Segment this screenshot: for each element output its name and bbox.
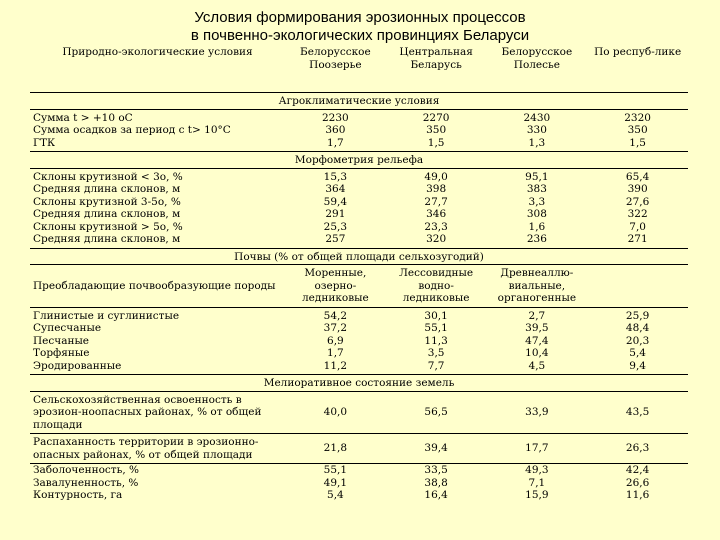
cell-line: 1,5 [427, 136, 445, 149]
cell-line: 23,3 [424, 220, 448, 233]
cell-line: 3,3 [528, 195, 546, 208]
cell-line: 49,1 [323, 476, 348, 489]
cell-line: 1,3 [528, 136, 546, 149]
cell-line: Заболоченность, % [33, 464, 139, 476]
cell-line: 320 [426, 233, 447, 245]
header-col-poozerye: Белорусское Поозерье [285, 43, 386, 93]
cell-line: 26,6 [625, 476, 650, 489]
cell-line: Склоны крутизной < 3о, % [33, 170, 183, 183]
morph-values-polesye [487, 168, 588, 248]
cell-line: Средняя длина склонов, м [33, 208, 181, 220]
header-row [30, 43, 688, 93]
cell-line: 308 [526, 208, 547, 220]
soil-values-central [386, 307, 487, 375]
section-morph: Морфометрия рельефа [30, 152, 688, 169]
cell-line: Контурность, га [33, 489, 123, 501]
melio-last-central [386, 464, 487, 502]
cell-line: 3,5 [427, 347, 445, 359]
block-morph [30, 168, 688, 248]
cell-line: 2230 [322, 111, 349, 124]
cell-line: 390 [627, 183, 648, 195]
cell-line: 65,4 [625, 170, 650, 183]
agro-values-central [386, 109, 487, 152]
soil-parent-polesye: Древнеаллю-виальные, органогенные [487, 265, 588, 308]
morph-values-poozerye [285, 168, 386, 248]
soil-labels [30, 307, 285, 375]
cell-line: Сумма t > +10 oC [33, 111, 133, 124]
cell-line: Средняя длина склонов, м [33, 233, 181, 245]
cell-line: 10,4 [525, 347, 549, 359]
agro-labels [30, 109, 285, 152]
cell-line: 30,1 [424, 309, 448, 322]
melio-row-2 [30, 434, 688, 464]
cell-line: 33,5 [424, 464, 448, 476]
agro-values-poozerye [285, 109, 386, 152]
cell-line: 7,0 [629, 220, 646, 233]
header-label: Природно-экологические условия [30, 43, 285, 93]
cell-line: 42,4 [625, 464, 650, 476]
cell-line: 330 [526, 124, 547, 136]
cell-line: 5,4 [327, 489, 344, 501]
cell-line: 95,1 [525, 170, 549, 183]
melio-last-polesye [487, 464, 588, 502]
cell-line: 49,3 [525, 464, 549, 476]
cell-line: 383 [526, 183, 547, 195]
melio-last-labels [30, 464, 285, 502]
cell-line: 55,1 [323, 464, 348, 476]
cell-line: 20,3 [625, 334, 650, 347]
melio-row-1-republic: 43,5 [587, 391, 688, 434]
cell-line: 364 [325, 183, 346, 195]
cell-line: 346 [426, 208, 447, 220]
melio-last-poozerye [285, 464, 386, 502]
melio-row-1-central: 56,5 [386, 391, 487, 434]
cell-line: 2,7 [528, 309, 546, 322]
cell-line: 54,2 [323, 309, 348, 322]
cell-line: Эродированные [33, 359, 122, 372]
cell-line: Склоны крутизной > 5о, % [33, 220, 183, 233]
cell-line: 38,8 [424, 476, 448, 489]
cell-line: 11,3 [424, 334, 448, 347]
melio-row-2-poozerye: 21,8 [285, 434, 386, 464]
morph-labels [30, 168, 285, 248]
cell-line: 9,4 [629, 359, 646, 372]
cell-line: Песчаные [33, 334, 90, 347]
agro-values-polesye [487, 109, 588, 152]
melio-row-2-polesye: 17,7 [487, 434, 588, 464]
cell-line: 48,4 [625, 322, 650, 334]
cell-line: 360 [325, 124, 346, 136]
cell-line: 49,0 [424, 170, 448, 183]
cell-line: 322 [627, 208, 648, 220]
cell-line: 55,1 [424, 322, 448, 334]
cell-line: Супесчаные [33, 322, 102, 334]
cell-line: 1,6 [528, 220, 546, 233]
conditions-table [30, 43, 688, 502]
agro-values-republic [587, 109, 688, 152]
cell-line: 25,9 [625, 309, 650, 322]
morph-values-central [386, 168, 487, 248]
cell-line: Торфяные [33, 347, 90, 359]
cell-line: 11,2 [323, 359, 348, 372]
section-melio: Мелиоративное состояние земель [30, 375, 688, 392]
section-row [30, 152, 688, 169]
title-line-1: Условия формирования эрозионных процессов [194, 9, 526, 26]
soil-parent-row [30, 265, 688, 308]
section-row [30, 248, 688, 265]
block-soils [30, 307, 688, 375]
cell-line: 350 [426, 124, 447, 136]
melio-last-republic [587, 464, 688, 502]
header-col-central: Центральная Беларусь [386, 43, 487, 93]
cell-line: Склоны крутизной 3-5о, % [33, 195, 181, 208]
cell-line: 2270 [422, 111, 450, 124]
melio-row-1-polesye: 33,9 [487, 391, 588, 434]
cell-line: 1,7 [327, 347, 344, 359]
cell-line: 27,7 [424, 195, 448, 208]
header-col-republic: По респуб-лике [587, 43, 688, 93]
melio-row-2-central: 39,4 [386, 434, 487, 464]
cell-line: 2320 [624, 111, 651, 124]
block-melio-last [30, 464, 688, 502]
cell-line: ГТК [33, 136, 56, 149]
morph-values-republic [587, 168, 688, 248]
cell-line: 271 [627, 233, 648, 245]
cell-line: 11,6 [625, 489, 650, 501]
cell-line: 15,3 [323, 170, 348, 183]
cell-line: 27,6 [625, 195, 650, 208]
cell-line: Завалуненность, % [33, 476, 139, 489]
section-row [30, 93, 688, 110]
cell-line: 398 [426, 183, 447, 195]
cell-line: 15,9 [525, 489, 549, 501]
cell-line: 4,5 [528, 359, 546, 372]
cell-line: 6,9 [327, 334, 344, 347]
cell-line: 16,4 [424, 489, 448, 501]
soil-values-republic [587, 307, 688, 375]
melio-row-2-republic: 26,3 [587, 434, 688, 464]
cell-line: 291 [325, 208, 346, 220]
soil-values-poozerye [285, 307, 386, 375]
cell-line: 7,7 [427, 359, 445, 372]
cell-line: Глинистые и суглинистые [33, 309, 180, 322]
cell-line: 25,3 [323, 220, 348, 233]
cell-line: 350 [627, 124, 648, 136]
cell-line: 257 [325, 233, 346, 245]
cell-line: Сумма осадков за период с t> 10°C [33, 124, 231, 136]
cell-line: 39,5 [525, 322, 549, 334]
section-row [30, 375, 688, 392]
cell-line: 1,5 [629, 136, 646, 149]
cell-line: 59,4 [323, 195, 348, 208]
cell-line: 236 [526, 233, 547, 245]
melio-row-1 [30, 391, 688, 434]
soil-values-polesye [487, 307, 588, 375]
section-agro: Агроклиматические условия [30, 93, 688, 110]
header-col-polesye: Белорусское Полесье [487, 43, 588, 93]
soil-parent-republic [587, 265, 688, 308]
cell-line: 2430 [523, 111, 551, 124]
melio-row-1-poozerye: 40,0 [285, 391, 386, 434]
melio-row-1-label: Сельскохозяйственная освоенность в эрозион-ноопасных районах, % от общей площади [30, 391, 285, 434]
cell-line: 1,7 [327, 136, 344, 149]
cell-line: 5,4 [629, 347, 646, 359]
soil-parent-central: Лессовидные водно-ледниковые [386, 265, 487, 308]
cell-line: 37,2 [323, 322, 348, 334]
cell-line: 7,1 [528, 476, 546, 489]
title-line-2: в почвенно-экологических провинциях Беларуси [190, 27, 530, 44]
melio-row-2-label: Распаханность территории в эрозионно-опасных районах, % от общей площади [30, 434, 285, 464]
soil-parent-label: Преобладающие почвообразующие породы [30, 265, 285, 308]
section-soils: Почвы (% от общей площади сельхозугодий) [30, 248, 688, 265]
block-agro [30, 109, 688, 152]
cell-line: 47,4 [525, 334, 549, 347]
cell-line: Средняя длина склонов, м [33, 183, 181, 195]
soil-parent-poozerye: Моренные, озерно-ледниковые [285, 265, 386, 308]
